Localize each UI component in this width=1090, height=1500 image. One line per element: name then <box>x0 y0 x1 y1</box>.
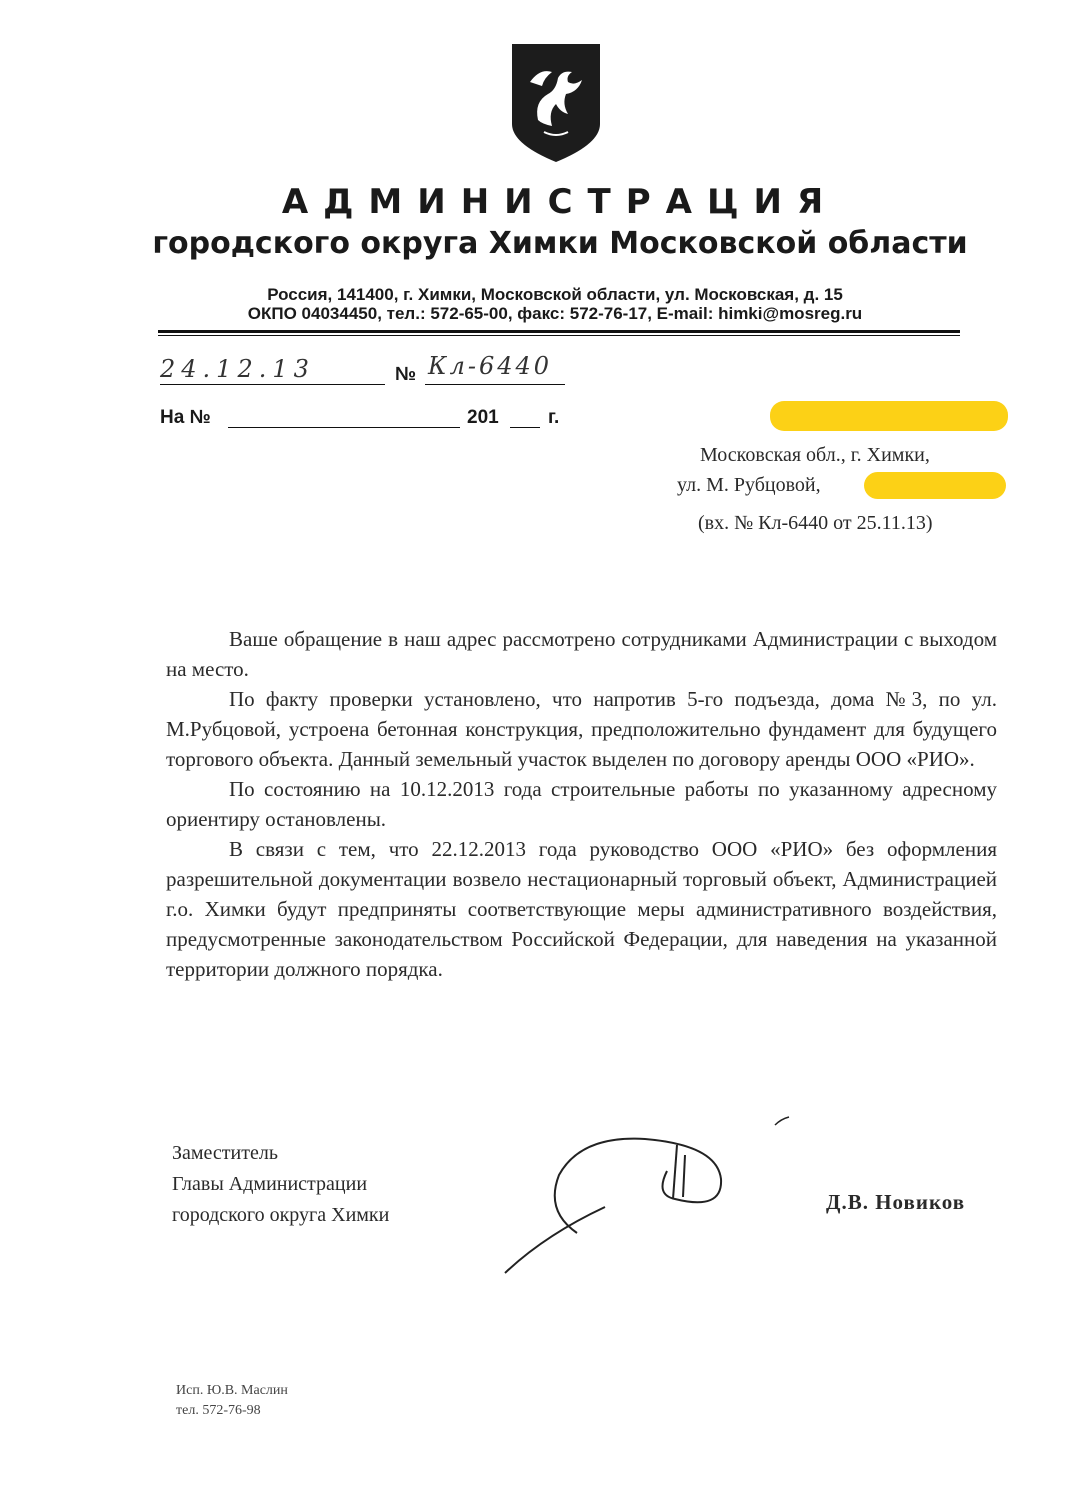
executor-name: Исп. Ю.В. Маслин <box>176 1383 288 1398</box>
org-address: Россия, 141400, г. Химки, Московской области, ул. Московская, д. 15 <box>267 285 843 304</box>
position-line: Главы Администрации <box>172 1173 368 1195</box>
body-paragraph: Ваше обращение в наш адрес рассмотрено сотрудниками Администрации с выходом на место. <box>166 627 997 681</box>
reply-year-suffix: г. <box>548 407 560 428</box>
addressee-city: Московская обл., г. Химки, <box>700 444 930 466</box>
outgoing-date: 24.12.13 <box>160 355 315 383</box>
body-paragraph: По факту проверки установлено, что напротив 5-го подъезда, дома №3, по ул. М.Рубцовой, устроена бетонная конструкция, предположительно фундамент для будущего торгового объекта. Данный земельный участок выделен по договору аренды ООО «РИО». <box>166 687 997 771</box>
org-title: АДМИНИСТРАЦИЯ <box>281 182 839 222</box>
signatory-name: Д.В. Новиков <box>826 1190 966 1214</box>
header-rule-thin <box>158 335 960 336</box>
redaction-mark <box>864 472 1006 499</box>
body-paragraph: В связи с тем, что 22.12.2013 года руководство ООО «РИО» без оформления разрешительной документации возвело нестационарный торговый объект, Администрацией г.о. Химки будут предприняты соответствующие меры административного воздействия, предусмотренные законодательством Российской Федерации, для наведения на указанной территории должного порядка. <box>166 837 997 981</box>
signatory-position <box>172 1138 389 1231</box>
redaction-mark <box>770 401 1008 431</box>
body-paragraph: По состоянию на 10.12.2013 года строительные работы по указанному адресному ориентиру остановлены. <box>166 777 997 831</box>
org-phones-email: ОКПО 04034450, тел.: 572-65-00, факс: 572-76-17, E-mail: himki@mosreg.ru <box>247 304 863 323</box>
addressee-street: ул. М. Рубцовой, <box>677 474 821 496</box>
header-rule <box>158 330 960 333</box>
incoming-ref: (вх. № Кл-6440 от 25.11.13) <box>698 512 933 534</box>
org-subtitle: городского округа Химки Московской области <box>152 226 968 261</box>
executor-phone: тел. 572-76-98 <box>176 1403 261 1418</box>
org-contacts <box>180 285 930 323</box>
outgoing-number: Кл-6440 <box>428 352 553 380</box>
date-underline <box>160 384 385 385</box>
reply-year-underline <box>510 427 540 428</box>
reply-to-underline <box>228 427 460 428</box>
number-label: № <box>395 364 417 385</box>
coat-of-arms-emblem <box>508 42 604 164</box>
handwritten-signature <box>485 1115 795 1285</box>
position-line: городского округа Химки <box>172 1204 390 1226</box>
reply-year: 201 <box>467 407 499 428</box>
position-line: Заместитель <box>172 1142 278 1164</box>
executor-info <box>176 1381 288 1421</box>
reply-to-label: На № <box>160 407 211 428</box>
number-underline <box>425 384 565 385</box>
letter-body <box>166 624 997 984</box>
